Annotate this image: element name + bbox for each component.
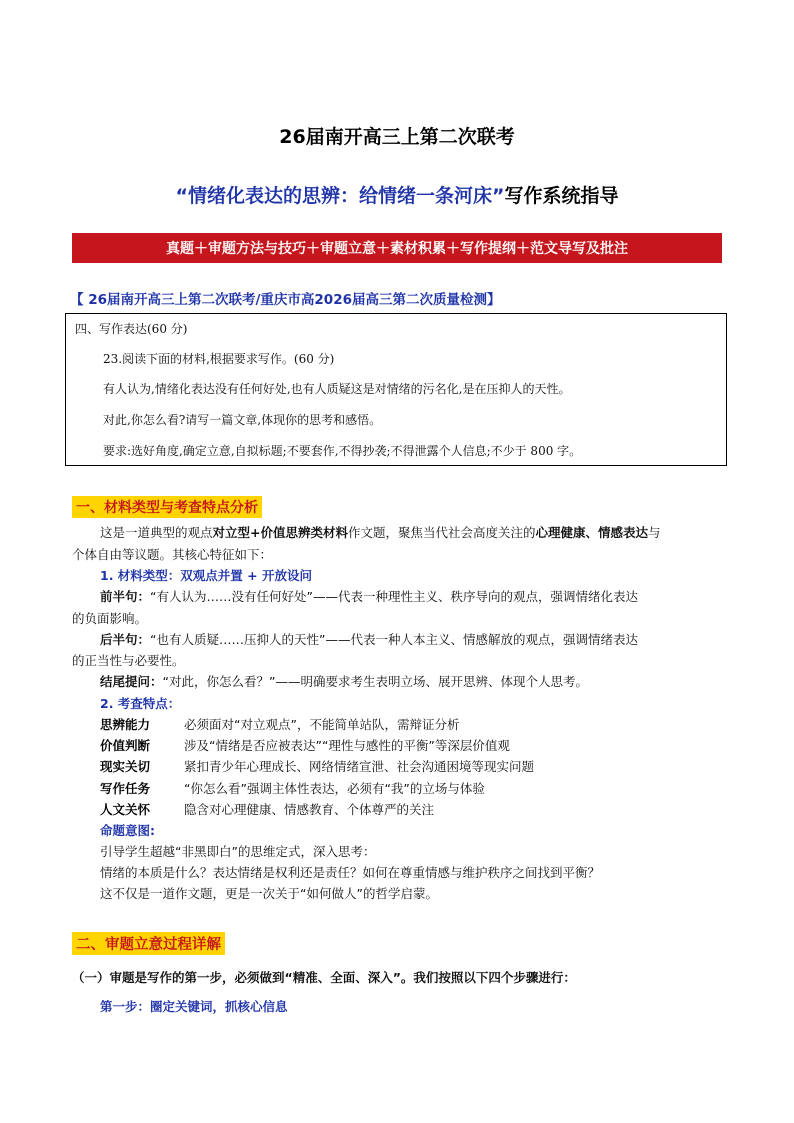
intent-line3: 这不仅是一道作文题，更是一次关于“如何做人”的哲学启蒙。 (100, 886, 438, 901)
front-text: “有人认为……没有任何好处”——代表一种理性主义、秩序导向的观点，强调情绪化表达 (150, 589, 638, 604)
intent-line1: 引导学生超越“非黑即白”的思维定式，深入思考： (100, 844, 376, 859)
back-label: 后半句： (100, 632, 151, 647)
question-prompt: 23.阅读下面的材料,根据要求写作。(60 分) (103, 352, 335, 366)
question-requirement: 要求:选好角度,确定立意,自拟标题;不要套作,不得抄袭;不得泄露个人信息;不少于 800 字。 (103, 444, 582, 458)
step1-heading: 第一步：圈定关键词，抓核心信息 (100, 999, 288, 1014)
front-line (100, 587, 638, 605)
intro-b: 对立型+价值思辨类材料 (212, 525, 348, 540)
feature-label: 价值判断 (100, 738, 151, 753)
point1-heading: 1. 材料类型：双观点并置 + 开放设问 (100, 568, 312, 583)
intent-label: 命题意图: (100, 823, 155, 838)
front-label: 前半句： (100, 589, 151, 604)
intro-e: 与 (648, 525, 661, 540)
intro-a: 这是一道典型的观点 (100, 525, 213, 540)
feature-text: 隐含对心理健康、情感教育、个体尊严的关注 (184, 802, 435, 817)
subtitle-quote: “情绪化表达的思辨：给情绪一条河床” (175, 185, 505, 207)
step-intro: （一）审题是写作的第一步，必须做到“精准、全面、深入”。我们按照以下四个步骤进行： (72, 970, 576, 985)
feature-label: 写作任务 (100, 781, 151, 796)
back-text: “也有人质疑……压抑人的天性”——代表一种人本主义、情感解放的观点，强调情绪表达 (150, 632, 638, 647)
feature-text: 紧扣青少年心理成长、网络情绪宣泄、社会沟通困境等现实问题 (184, 759, 535, 774)
end-text: “对此，你怎么看？”——明确要求考生表明立场、展开思辨、体现个人思考。 (162, 674, 588, 689)
end-label: 结尾提问： (100, 674, 163, 689)
intent-line2: 情绪的本质是什么？表达情绪是权利还是责任？如何在尊重情感与维护秩序之间找到平衡？ (100, 865, 601, 880)
point2-heading: 2. 考查特点： (100, 696, 181, 711)
subtitle-tail: 写作系统指导 (504, 185, 619, 207)
intro-c: 作文题，聚焦当代社会高度关注的 (348, 525, 536, 540)
exam-source: 【 26届南开高三上第二次联考/重庆市高2026届高三第二次质量检测】 (70, 292, 501, 308)
feature-label: 思辨能力 (100, 717, 151, 732)
page-subtitle (0, 181, 794, 208)
intro-line2: 个体自由等议题。其核心特征如下： (72, 547, 273, 562)
section2-heading: 二、审题立意过程详解 (72, 932, 225, 955)
section1-heading: 一、材料类型与考查特点分析 (72, 496, 262, 518)
question-box (65, 313, 727, 466)
feature-text: 涉及“情绪是否应被表达”“理性与感性的平衡”等深层价值观 (184, 738, 510, 753)
back-line (100, 630, 638, 648)
intro-line1 (100, 523, 661, 541)
front-line2: 的负面影响。 (72, 611, 148, 626)
feature-label: 人文关怀 (100, 802, 151, 817)
feature-label: 现实关切 (100, 759, 151, 774)
feature-text: 必须面对“对立观点”，不能简单站队，需辩证分析 (184, 717, 460, 732)
question-ask: 对此,你怎么看?请写一篇文章,体现你的思考和感悟。 (103, 413, 382, 427)
banner: 真题＋审题方法与技巧＋审题立意＋素材积累＋写作提纲＋范文导写及批注 (72, 233, 722, 263)
back-line2: 的正当性与必要性。 (72, 653, 185, 668)
end-line (100, 672, 588, 690)
intro-d: 心理健康、情感表达 (535, 525, 649, 540)
feature-text: “你怎么看”强调主体性表达，必须有“我”的立场与体验 (184, 781, 485, 796)
question-section: 四、写作表达(60 分) (75, 322, 188, 336)
question-material: 有人认为,情绪化表达没有任何好处,也有人质疑这是对情绪的污名化,是在压抑人的天性。 (103, 382, 571, 396)
page-title: 26届南开高三上第二次联考 (279, 126, 515, 148)
